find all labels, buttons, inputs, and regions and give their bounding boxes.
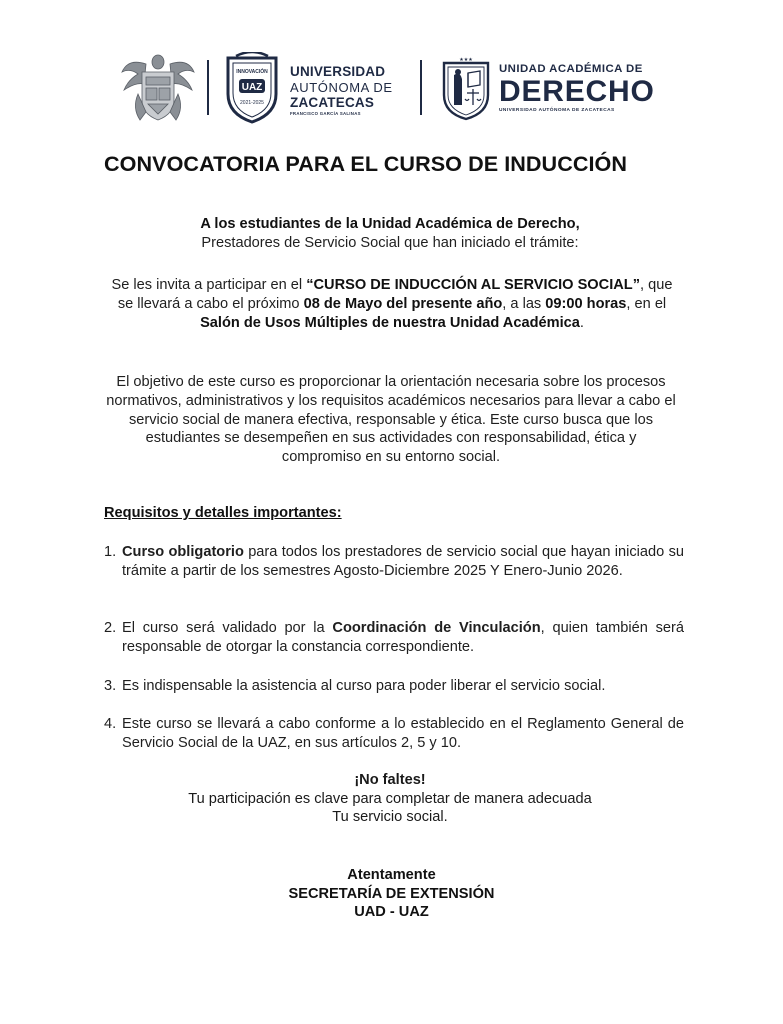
closing-line2: Tu servicio social. [332,809,448,825]
list-item-text: , quien también será responsable de otorgar la constancia correspondiente. [122,620,684,655]
signature-line: SECRETARÍA DE EXTENSIÓN [288,885,495,902]
list-item [104,619,684,657]
page-title: CONVOCATORIA PARA EL CURSO DE INDUCCIÓN [104,151,628,176]
university-line2: AUTÓNOMA DE [290,79,393,95]
list-item-text: para todos los prestadores de servicio social que hayan iniciado su trámite a partir de los semestres Agosto-Diciembre 2025 Y Enero-Junio 2026. [122,544,684,579]
seal-top-text: INNOVACIÓN [236,69,268,75]
invitation-paragraph [104,276,680,332]
unit-name [499,64,655,114]
university-name [290,65,393,116]
list-number: 1. [104,544,117,560]
invite-text: . [579,314,584,331]
list-item [104,543,684,581]
list-number: 2. [104,620,117,636]
header-divider [420,60,422,115]
list-item [104,677,684,696]
unit-line2: DERECHO [499,75,655,109]
list-number: 3. [104,678,117,694]
law-shield-icon [440,55,492,121]
seal-bottom-text: 2021-2025 [240,100,264,106]
closing-message [100,771,680,827]
list-item-text: Es indispensable la asistencia al curso para poder liberar el servicio social. [122,678,606,694]
uaz-seal-icon [222,52,282,124]
document-header [0,0,783,140]
list-item-text: Este curso se llevará a cabo conforme a lo establecido en el Reglamento General de Servicio Social de la UAZ, en sus artículos 2, 5 y 10. [122,716,684,751]
course-name: “CURSO DE INDUCCIÓN AL SERVICIO SOCIAL” [306,277,640,293]
greeting [100,215,680,253]
closing-line1: Tu participación es clave para completar de manera adecuada [188,790,592,807]
list-item [104,715,684,753]
svg-text:★★★: ★★★ [459,57,473,63]
list-item-text: El curso será validado por la [122,620,333,636]
seal-mid-text: UAZ [241,82,263,93]
list-number: 4. [104,716,117,732]
coat-of-arms-icon [118,50,198,124]
header-divider [207,60,209,115]
closing-bold: ¡No faltes! [354,772,426,788]
course-time: 09:00 horas [545,295,627,312]
list-item-bold: Curso obligatorio [122,544,244,560]
invite-text: , que se llevará a cabo el próximo [117,277,673,312]
requirements-heading: Requisitos y detalles importantes: [104,505,342,521]
invite-text: , a las [502,295,546,312]
list-item-bold: Coordinación de Vinculación [332,620,541,636]
greeting-bold: A los estudiantes de la Unidad Académica de Derecho, [200,216,580,232]
university-line3: ZACATECAS [290,94,375,110]
signature-line: UAD - UAZ [354,904,429,921]
unit-line3: UNIVERSIDAD AUTÓNOMA DE ZACATECAS [499,108,615,114]
objective-paragraph: El objetivo de este curso es proporcionar la orientación necesaria sobre los procesos normativos, administrativos y los requisitos académicos necesarios para llevar a cabo el servicio social de manera efectiva, responsable y ética. Este curso busca que los estudiantes se desempeñen en sus actividades con responsabilidad, ética y compromiso en su entorno social. [106,374,676,466]
university-line4: FRANCISCO GARCÍA SALINAS [290,111,361,116]
course-location: Salón de Usos Múltiples de nuestra Unidad Académica [200,314,580,331]
university-line1: UNIVERSIDAD [290,64,386,79]
greeting-line2: Prestadores de Servicio Social que han iniciado el trámite: [201,234,579,251]
signature-line: Atentamente [347,867,436,883]
signature-block [0,866,783,922]
unit-line1: UNIDAD ACADÉMICA DE [499,63,643,75]
course-date: 08 de Mayo del presente año [303,295,503,312]
invite-text: , en el [626,295,667,312]
invite-text: Se les invita a participar en el [111,277,307,293]
